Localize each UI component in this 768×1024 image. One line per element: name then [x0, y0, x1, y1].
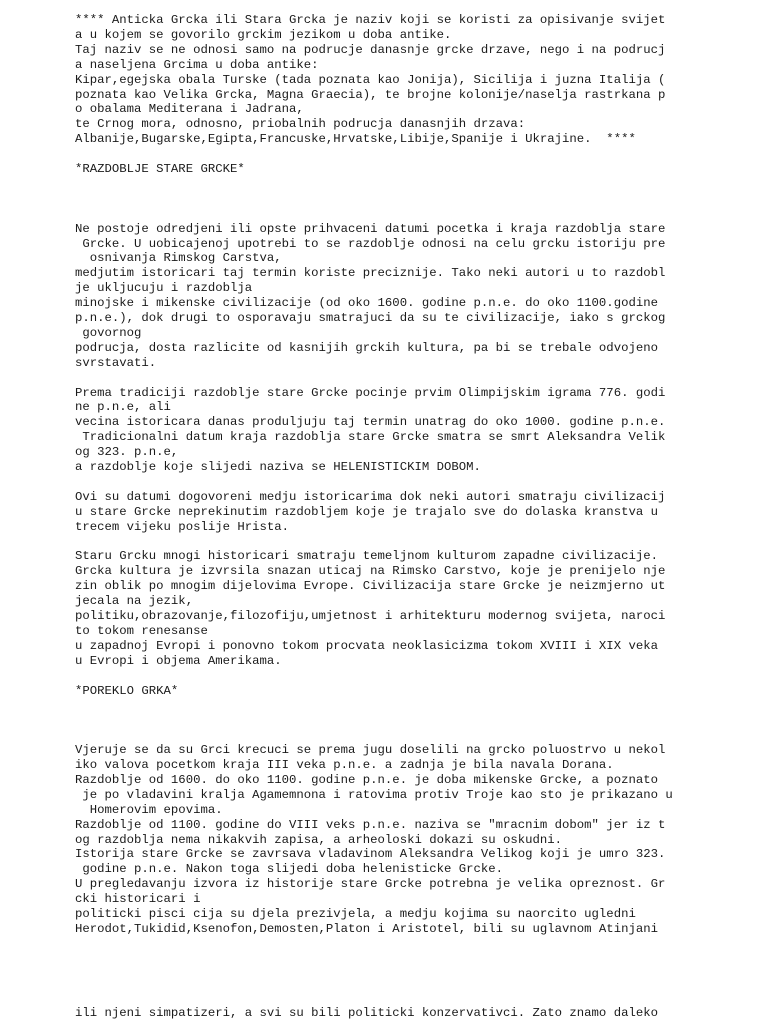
text-line: Vjeruje se da su Grci krecuci se prema jugu doselili na grcko poluostrvo u nekol — [75, 743, 666, 758]
text-line: a naseljena Grcima u doba antike: — [75, 57, 319, 72]
text-line: Homerovim epovima. — [75, 802, 223, 817]
text-line: je ukljucuju i razdoblja — [75, 281, 253, 296]
text-line: Ne postoje odredjeni ili opste prihvaceni datumi pocetka i kraja razdoblja stare — [75, 221, 666, 236]
text-line: Tradicionalni datum kraja razdoblja stare Grcke smatra se smrt Aleksandra Velik — [75, 430, 666, 445]
text-line: politicki pisci cija su djela prezivjela, a medju kojima su naorcito ugledni — [75, 907, 636, 921]
text-line: o obalama Mediterana i Jadrana, — [75, 102, 304, 117]
text-line: Albanije,Bugarske,Egipta,Francuske,Hrvatske,Libije,Spanije i Ukrajine. **** — [75, 132, 636, 147]
text-line: vecina istoricara danas produljuju taj termin unatrag do oko 1000. godine p.n.e. — [75, 415, 666, 430]
text-line: ne p.n.e, ali — [75, 400, 171, 415]
text-line: Razdoblje od 1100. godine do VIII veks p.n.e. naziva se "mracnim dobom" jer iz t — [75, 817, 666, 832]
text-line: je po vladavini kralja Agamemnona i ratovima protiv Troje kao sto je prikazano u — [75, 787, 673, 802]
page-bottom-line: ili njeni simpatizeri, a svi su bili politicki konzervativci. Zato znamo daleko — [75, 1006, 658, 1020]
text-line: iko valova pocetkom kraja III veka p.n.e. a zadnja je bila navala Dorana. — [75, 758, 614, 772]
text-line: Grcka kultura je izvrsila snazan uticaj na Rimsko Carstvo, koje je prenijelo nje — [75, 564, 666, 579]
text-line: Prema tradiciji razdoblje stare Grcke pocinje prvim Olimpijskim igrama 776. godi — [75, 385, 666, 400]
text-line: **** Anticka Grcka ili Stara Grcka je naziv koji se koristi za opisivanje svijet — [75, 13, 666, 27]
text-line: Kipar,egejska obala Turske (tada poznata kao Jonija), Sicilija i juzna Italija ( — [75, 72, 666, 87]
text-line: p.n.e.), dok drugi to osporavaju smatrajuci da su te civilizacije, iako s grckog — [75, 311, 666, 325]
text-line: Taj naziv se ne odnosi samo na podrucje danasnje grcke drzave, nego i na podrucj — [75, 42, 666, 57]
text-line: *POREKLO GRKA* — [75, 683, 179, 698]
text-line: u stare Grcke neprekinutim razdobljem koje je trajalo sve do dolaska kranstva u — [75, 504, 658, 519]
text-line: minojske i mikenske civilizacije (od oko 1600. godine p.n.e. do oko 1100.godine — [75, 296, 658, 311]
text-line: cki historicari i — [75, 892, 201, 907]
text-line: zin oblik po mnogim dijelovima Evrope. Civilizacija stare Grcke je neizmjerno ut — [75, 579, 666, 594]
text-line: a razdoblje koje slijedi naziva se HELENISTICKIM DOBOM. — [75, 460, 481, 474]
text-line: og razdoblja nema nikakvih zapisa, a arheoloski dokazi su oskudni. — [75, 832, 563, 847]
text-line: U pregledavanju izvora iz historije stare Grcke potrebna je velika opreznost. Gr — [75, 877, 666, 892]
text-line: Herodot,Tukidid,Ksenofon,Demosten,Platon i Aristotel, bili su uglavnom Atinjani — [75, 921, 658, 936]
text-line: *RAZDOBLJE STARE GRCKE* — [75, 162, 245, 176]
text-line: godine p.n.e. Nakon toga slijedi doba helenisticke Grcke. — [75, 862, 504, 877]
text-line: jecala na jezik, — [75, 594, 194, 609]
text-line: u Evropi i objema Amerikama. — [75, 653, 282, 668]
text-line: Razdoblje od 1600. do oko 1100. godine p.n.e. je doba mikenske Grcke, a poznato — [75, 772, 658, 787]
text-line: Grcke. U uobicajenoj upotrebi to se razdoblje odnosi na celu grcku istoriju pre — [75, 236, 666, 251]
text-line: govornog — [75, 325, 142, 340]
text-line: politiku,obrazovanje,filozofiju,umjetnost i arhitekturu modernog svijeta, naroci — [75, 609, 666, 623]
text-line: trecem vijeku poslije Hrista. — [75, 519, 290, 534]
text-line: osnivanja Rimskog Carstva, — [75, 251, 282, 266]
text-line: te Crnog mora, odnosno, priobalnih podrucja danasnjih drzava: — [75, 117, 526, 132]
text-line: podrucja, dosta razlicite od kasnijih grckih kultura, pa bi se trebale odvojeno — [75, 340, 658, 355]
text-line: svrstavati. — [75, 355, 157, 370]
text-line: to tokom renesanse — [75, 623, 208, 638]
text-line: Ovi su datumi dogovoreni medju istoricarima dok neki autori smatraju civilizacij — [75, 489, 666, 504]
text-line: poznata kao Velika Grcka, Magna Graecia), te brojne kolonije/naselja rastrkana p — [75, 87, 666, 102]
text-line: Staru Grcku mnogi historicari smatraju temeljnom kulturom zapadne civilizacije. — [75, 549, 658, 564]
text-line: medjutim istoricari taj termin koriste preciznije. Tako neki autori u to razdobl — [75, 266, 666, 281]
text-line: u zapadnoj Evropi i ponovno tokom procvata neoklasicizma tokom XVIII i XIX veka — [75, 638, 658, 653]
text-line: Istorija stare Grcke se zavrsava vladavinom Aleksandra Velikog koji je umro 323. — [75, 847, 666, 862]
text-line: og 323. p.n.e, — [75, 445, 179, 460]
text-line: a u kojem se govorilo grckim jezikom u doba antike. — [75, 27, 452, 42]
